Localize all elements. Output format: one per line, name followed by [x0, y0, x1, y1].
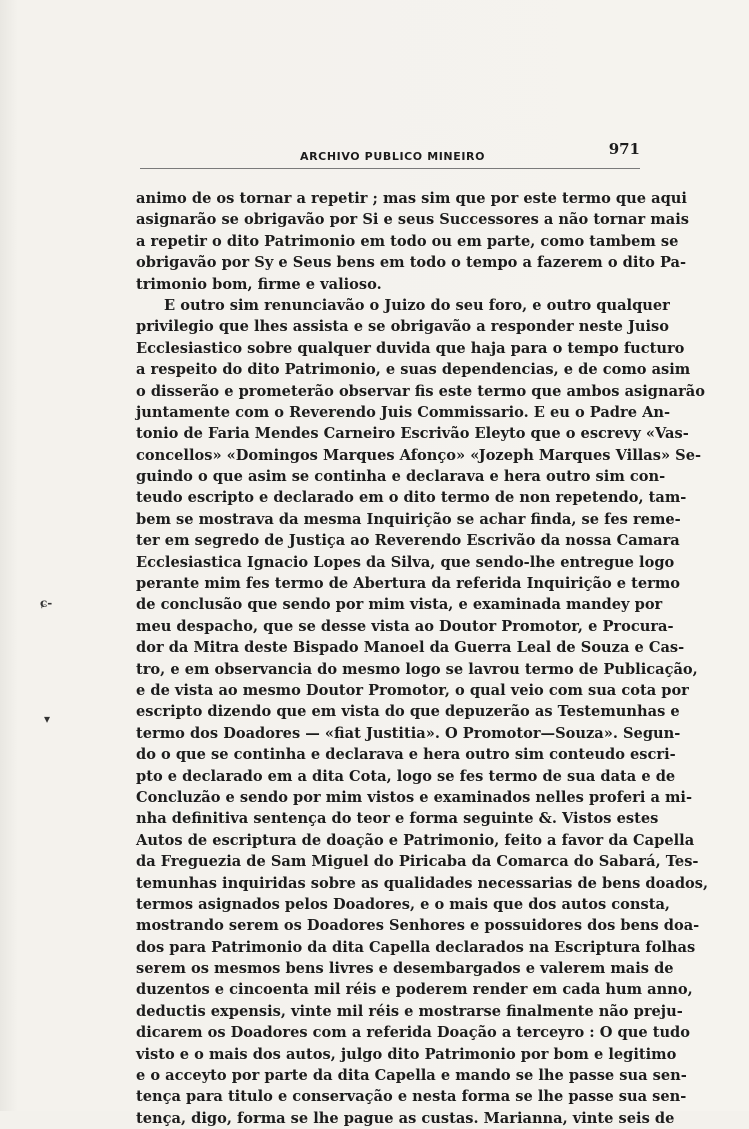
text-line: e o acceyto por parte da dita Capella e mando se lhe passe sua sen- [136, 1067, 687, 1085]
text-line: asignarão se obrigavão por Si e seus Successores a não tornar mais [136, 211, 689, 229]
text-line: Concluzão e sendo por mim vistos e examinados nelles proferi a mi- [136, 788, 693, 806]
text-line: E outro sim renunciavão o Juizo do seu foro, e outro qualquer [164, 296, 670, 314]
text-line: a repetir o dito Patrimonio em todo ou em parte, como tambem se [136, 232, 679, 250]
text-line: do o que se continha e declarava e hera outro sim conteudo escri- [136, 746, 676, 764]
text-line: juntamente com o Reverendo Juis Commissario. E eu o Padre An- [136, 403, 671, 421]
text-line: dicarem os Doadores com a referida Doação a terceyro : O que tudo [136, 1024, 690, 1042]
text-line: termos asignados pelos Doadores, e o mais que dos autos consta, [136, 895, 671, 913]
text-line: nha definitiva sentença do teor e forma seguinte &. Vistos estes [136, 810, 659, 828]
text-line: tonio de Faria Mendes Carneiro Escrivão Eleyto que o escrevy «Vas- [136, 425, 689, 443]
text-line: deductis expensis, vinte mil réis e mostrarse finalmente não preju- [136, 1002, 683, 1020]
text-line: perante mim fes termo de Abertura da referida Inquirição e termo [136, 575, 681, 593]
header-rule [140, 168, 640, 169]
text-line: o disserão e prometerão observar fis este termo que ambos asignarão [136, 382, 705, 400]
running-head: ARCHIVO PUBLICO MINEIRO [300, 150, 486, 163]
text-line: Ecclesiastica Ignacio Lopes da Silva, que sendo-lhe entregue logo [136, 553, 675, 571]
page-header [140, 138, 642, 166]
text-line: dos para Patrimonio da dita Capella declarados na Escriptura folhas [136, 938, 696, 956]
text-line: Ecclesiastico sobre qualquer duvida que haja para o tempo fucturo [136, 339, 685, 357]
text-line: da Freguezia de Sam Miguel do Piricaba da Comarca do Sabará, Tes- [136, 853, 699, 871]
text-line: de conclusão que sendo por mim vista, e examinada mandey por [136, 596, 663, 614]
text-line: dor da Mitra deste Bispado Manoel da Guerra Leal de Souza e Cas- [136, 639, 685, 657]
text-line: tença para titulo e conservação e nesta forma se lhe passe sua sen- [136, 1088, 687, 1106]
text-line: tro, e em observancia do mesmo logo se lavrou termo de Publicação, [136, 660, 698, 678]
text-line: obrigavão por Sy e Seus bens em todo o tempo a fazerem o dito Pa- [136, 254, 687, 272]
text-line: trimonio bom, firme e valioso. [136, 275, 382, 293]
text-line: serem os mesmos bens livres e desembargados e valerem mais de [136, 960, 674, 978]
text-line: temunhas inquiridas sobre as qualidades necessarias de bens doados, [136, 874, 709, 892]
text-line: concellos» «Domingos Marques Afonço» «Jozeph Marques Villas» Se- [136, 446, 702, 464]
text-line: teudo escripto e declarado em o dito termo de non repetendo, tam- [136, 489, 687, 507]
text-line: mostrando serem os Doadores Senhores e possuidores dos bens doa- [136, 917, 700, 935]
text-line: ter em segredo de Justiça ao Reverendo Escrivão da nossa Camara [136, 532, 680, 550]
text-line: a respeito do dito Patrimonio, e suas dependencias, e de como asim [136, 361, 691, 379]
text-line: tença, digo, forma se lhe pague as custas. Marianna, vinte seis de [136, 1109, 675, 1127]
text-line: Autos de escriptura de doação e Patrimonio, feito a favor da Capella [136, 831, 695, 849]
text-line: bem se mostrava da mesma Inquirição se achar finda, se fes reme- [136, 510, 681, 528]
text-line: termo dos Doadores — «fiat Justitia». O Promotor—Souza». Segun- [136, 724, 681, 742]
margin-mark: ɕ- [40, 596, 53, 610]
page-number: 971 [608, 140, 640, 158]
text-line: visto e o mais dos autos, julgo dito Patrimonio por bom e legitimo [136, 1045, 677, 1063]
margin-mark: ▾ [44, 712, 51, 726]
text-line: e de vista ao mesmo Doutor Promotor, o qual veio com sua cota por [136, 681, 689, 699]
text-line: meu despacho, que se desse vista ao Doutor Promotor, e Procura- [136, 617, 674, 635]
text-line: animo de os tornar a repetir ; mas sim que por este termo que aqui [136, 190, 687, 207]
text-line: pto e declarado em a dita Cota, logo se fes termo de sua data e de [136, 767, 676, 785]
text-line: privilegio que lhes assista e se obrigavão a responder neste Juiso [136, 318, 669, 336]
body-text [136, 188, 709, 1129]
text-line: guindo o que asim se continha e declarava e hera outro sim con- [136, 468, 666, 486]
text-line: duzentos e cincoenta mil réis e poderem render em cada hum anno, [136, 981, 693, 999]
text-line: escripto dizendo que em vista do que depuzerão as Testemunhas e [136, 703, 680, 721]
